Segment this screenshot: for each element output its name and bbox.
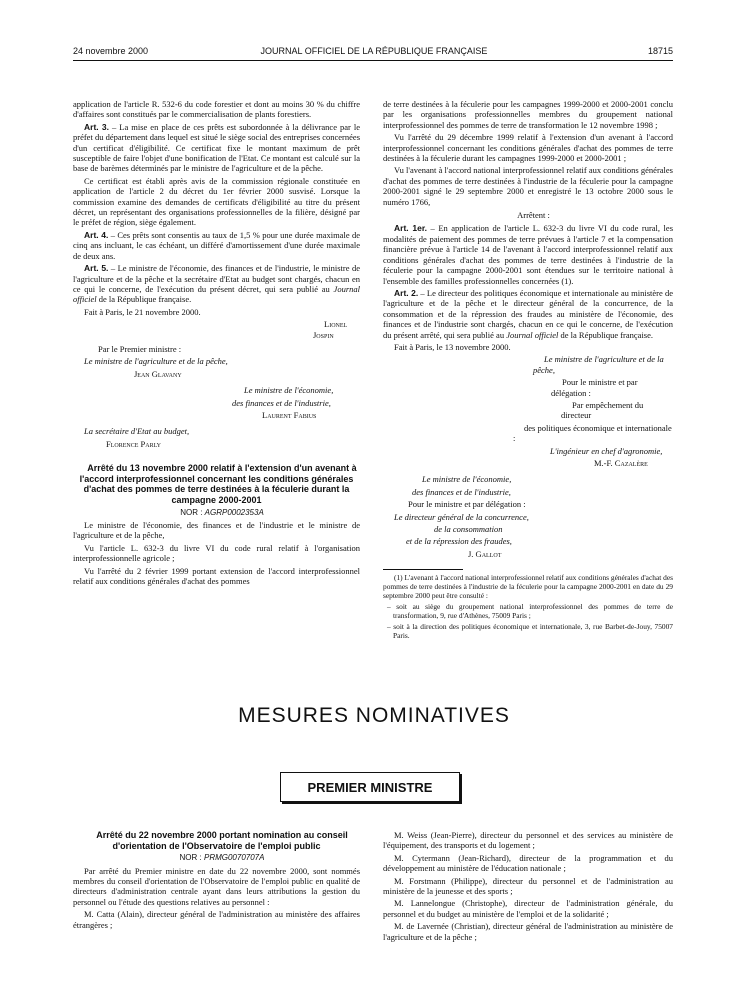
directeur-general-2: de la consommation [434,524,503,535]
directeur-politiques: des politiques économique et internationale : [513,422,672,444]
ministre-economie-2: des finances et de l'industrie, [412,486,511,497]
paragraph: Le ministre de l'économie, des finances et de l'industrie et le ministre de l'agriculture et de la pêche, [73,519,360,541]
signature-gallot: J. Gallot [468,548,502,559]
list-item: M. Forstmann (Philippe), directeur du personnel et de l'administration au ministère de la jeunesse et des sports ; [383,875,673,897]
fait-a-paris: Fait à Paris, le 21 novembre 2000. [84,306,201,317]
paragraph: Vu l'avenant à l'accord national interprofessionnel relatif aux conditions générales d'achat des pommes de terre destinées à l'industrie de la féculerie pour la campagne 2000-2001 signé le 29 septembre 2000 et enregistré le 13 octobre 2000 sous le numéro 1766, [383,165,673,207]
bottom-right-column [383,830,673,944]
fait-a-paris: Fait à Paris, le 13 novembre 2000. [394,341,511,352]
pour-le-ministre: Pour le ministre et par délégation : [408,499,526,510]
right-column [383,99,673,642]
journal-title: JOURNAL OFFICIEL DE LA RÉPUBLIQUE FRANÇAISE [260,46,488,56]
pour-le-ministre: Pour le ministre et par délégation : [551,377,638,398]
signature-jospin: Lionel Jospin [313,319,348,340]
left-column [73,99,360,588]
footnote-rule [383,569,463,570]
paragraph: Vu l'arrêté du 2 février 1999 portant extension de l'accord interprofessionnel relatif aux conditions générales d'achat des pommes [73,565,360,586]
signature-fabius: Laurent Fabius [262,409,317,420]
footnote: (1) L'avenant à l'accord national interprofessionnel relatif aux conditions générales d'achat des pommes de terre destinées à l'industrie de la féculerie pour la campagne 2000-2001 en date du 29 septembre 2000 peut être consulté : [383,573,673,601]
list-item: M. Cytermann (Jean-Richard), directeur de la programmation et du développement au ministère de l'éducation nationale ; [383,852,673,874]
directeur-general-3: et de la répression des fraudes, [406,536,512,547]
secretaire-budget: La secrétaire d'Etat au budget, [84,426,190,437]
article-5: Art. 5. – Le ministre de l'économie, des finances et de l'industrie, le ministre de l'agriculture et de la pêche et la secrétaire d'Etat au budget sont chargés, chacun en ce qui le concerne, de l'exécution du présent décret, qui sera publié au Journal officiel de la République française. [73,263,360,305]
paragraph: Vu l'article L. 632-3 du livre VI du code rural relatif à l'organisation interprofessionnelle agricole ; [73,542,360,564]
ministre-agriculture: Le ministre de l'agriculture et de la pêche, [533,354,664,375]
par-empechement: Par empêchement du directeur [561,399,644,421]
paragraph: M. Catta (Alain), directeur général de l'administration au ministère des affaires étrangères ; [73,909,360,930]
page-number: 18715 [647,46,673,56]
footnote-item: – soit au siège du groupement national interprofessionnel des pommes de terre de transformation, 9, rue d'Athènes, 75009 Paris ; [387,602,673,621]
ingenieur: L'ingénieur en chef d'agronomie, [550,445,663,456]
nor-reference: NOR : PRMG0070707A [179,853,265,863]
arrete-title: Arrêté du 13 novembre 2000 relatif à l'extension d'un avenant à l'accord interprofessionnel concernant les conditions générales d'achat des pommes de terre destinées à la féculerie durant la campagne 2000-2001 [79,463,357,505]
directeur-general: Le directeur général de la concurrence, [394,511,529,522]
paragraph: application de l'article R. 532-6 du code forestier et dont au moins 30 % du chiffre d'affaires sont constitués par le commercialisation de plants forestiers. [73,99,360,120]
list-item: M. Weiss (Jean-Pierre), directeur du personnel et des services au ministère de l'équipement, des transports et du logement ; [383,830,673,851]
paragraph: de terre destinées à la féculerie pour les campagnes 1999-2000 et 2000-2001 conclu par les organisations professionnelles membres du groupement national interprofessionnel des pommes de terre de transformation le 12 novembre 1998 ; [383,99,673,130]
footnote-item: – soit à la direction des politiques économique et internationale, 3, rue Barbet-de-Jouy, 75007 Paris. [387,622,673,641]
par-premier-ministre: Par le Premier ministre : [98,343,182,354]
paragraph: Par arrêté du Premier ministre en date du 22 novembre 2000, sont nommés membres du conseil d'orientation de l'Observatoire de l'emploi public en qualité de directeurs d'administration centrale ayant dans leurs attributions la gestion du personnel ou l'étude des questions relatives au personnel : [73,865,360,907]
premier-ministre-box: PREMIER MINISTRE [280,772,460,802]
ministre-economie: Le ministre de l'économie, [244,385,334,396]
signature-cazalere: M.-F. Cazalère [594,458,648,468]
section-heading: MESURES NOMINATIVES [238,704,510,727]
arrete-title: Arrêté du 22 novembre 2000 portant nomination au conseil d'orientation de l'Observatoire de l'emploi public [96,830,348,851]
signature-glavany: Jean Glavany [134,368,182,379]
article-4: Art. 4. – Ces prêts sont consentis au taux de 1,5 % pour une durée maximale de cinq ans incluant, le cas échéant, un différé d'amortissement d'une durée maximale de deux ans. [73,229,360,261]
nor-reference: NOR : AGRP0002353A [180,507,264,517]
arretent: Arrêtent : [517,210,550,221]
header-date: 24 novembre 2000 [73,46,149,56]
article-2: Art. 2. – Le directeur des politiques économique et internationale au ministère de l'agriculture et de la pêche et le directeur général de la concurrence, de la consommation et de la répression des fraudes au ministère de l'économie, des finances et de l'industrie sont chargés, chacun en ce qui le concerne, de l'exécution du présent arrêté, qui sera publié au Journal officiel de la République française. [383,287,673,340]
article-1: Art. 1er. – En application de l'article L. 632-3 du livre VI du code rural, les modalités de paiement des pommes de terre prévues à l'article 7 et la compensation financière prévue à l'article 14 de l'avenant à l'accord interprofessionnel relatif aux conditions générales d'achat des pommes de terre destinées à l'industrie de la féculerie pour la campagne 2000-2001 sont étendues sur le territoire national à l'ensemble des familles professionnelles concernées (1). [383,223,673,286]
list-item: M. de Lavernée (Christian), directeur général de l'administration au ministère de l'agriculture et de la pêche ; [383,921,673,942]
paragraph: Ce certificat est établi après avis de la commission régionale constituée en application de l'article 2 du décret du 1er février 2000 susvisé. Lorsque la commission examine des demandes de certificats d'éligibilité au titre du présent décret, un représentant des organisations professionnelles de la filière, désigné par le préfet de région, siège également. [73,175,360,228]
article-3: Art. 3. – La mise en place de ces prêts est subordonnée à la délivrance par le préfet du département dans lequel est situé le siège social des entreprises concernées d'un certificat d'éligibilité. Ce certificat fixe le montant maximum de prêt susceptible de faire l'objet d'une bonification de l'Etat. Ce montant est calculé sur la base de barèmes déterminés par le ministre de l'agriculture et de la pêche. [73,121,360,174]
bottom-left-column [73,830,360,932]
ministre-economie-2: des finances et de l'industrie, [232,397,331,408]
paragraph: Vu l'arrêté du 29 décembre 1999 relatif à l'extension d'un avenant à l'accord interprofessionnel concernant les conditions générales d'achat des pommes de terre destinées à la féculerie durant les campagnes 1999-2000 et 2000-2001 ; [383,132,673,164]
list-item: M. Lannelongue (Christophe), directeur de l'administration générale, du personnel et du budget au ministère de l'emploi et de la solidarité ; [383,898,673,919]
ministre-agriculture: Le ministre de l'agriculture et de la pêche, [84,356,228,367]
header-rule [73,60,673,61]
signature-parly: Florence Parly [106,438,161,449]
ministre-economie: Le ministre de l'économie, [422,474,512,485]
